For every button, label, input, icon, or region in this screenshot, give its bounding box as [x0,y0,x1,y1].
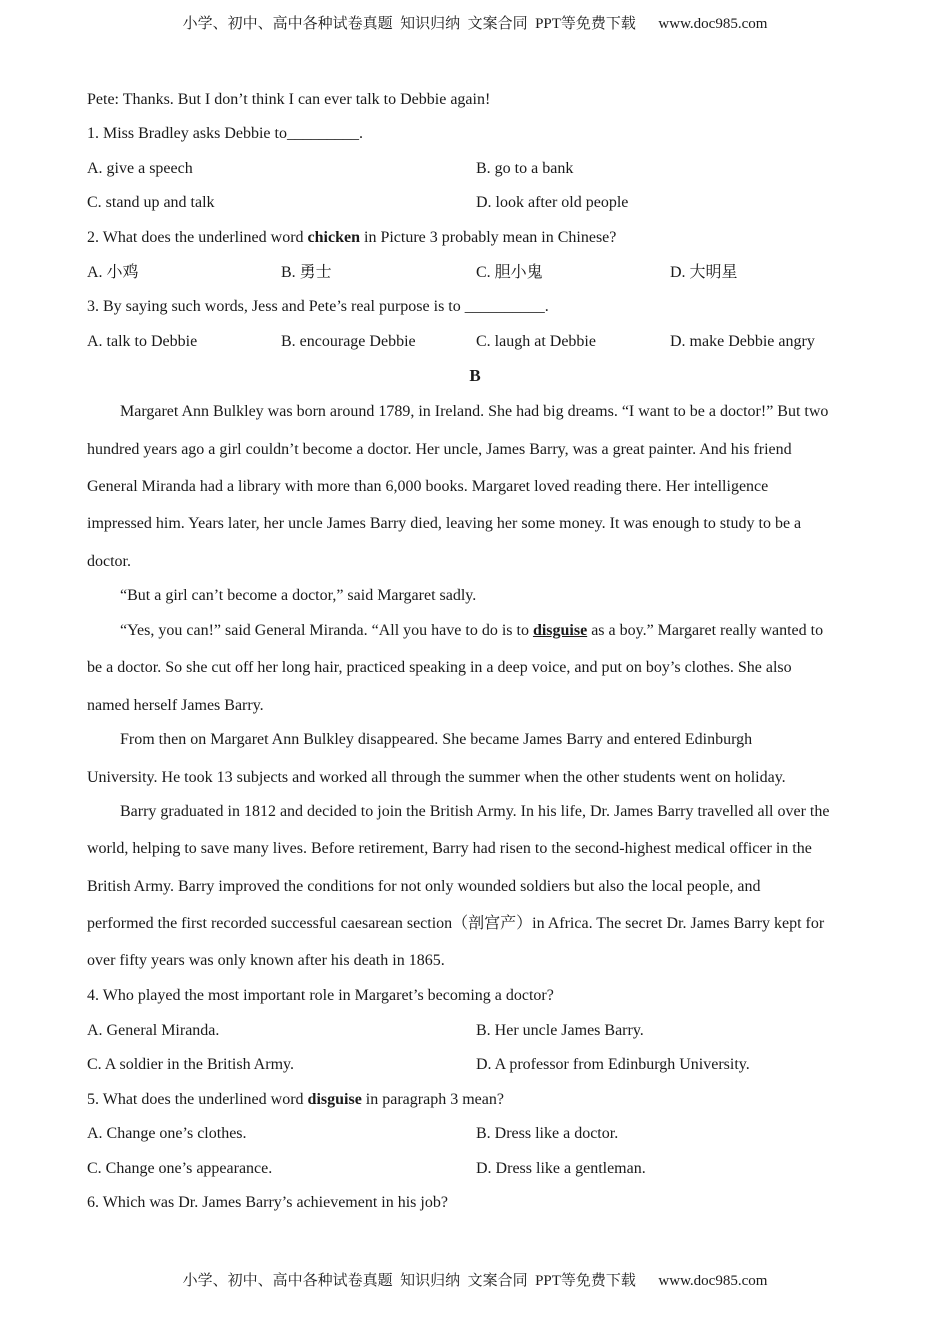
q5-option-c: C. Change one’s appearance. [87,1160,273,1177]
q3-option-a: A. talk to Debbie [87,333,198,350]
q4-option-c: C. A soldier in the British Army. [87,1056,294,1073]
passage-line: From then on Margaret Ann Bulkley disappeared. She became James Barry and entered Edinburgh [120,731,753,748]
q1-option-c: C. stand up and talk [87,194,215,211]
q4-option-d: D. A professor from Edinburgh University. [476,1056,750,1073]
q2-keyword: chicken [307,229,360,246]
passage-line: named herself James Barry. [87,697,264,714]
question-5: 5. What does the underlined word disguise in paragraph 3 mean? [87,1091,504,1108]
passage-line: General Miranda had a library with more than 6,000 books. Margaret loved reading there. Her intelligence [87,478,769,495]
question-4: 4. Who played the most important role in Margaret’s becoming a doctor? [87,987,554,1004]
passage-line: world, helping to save many lives. Before retirement, Barry had risen to the second-highest medical officer in the [87,840,812,857]
page-header: 小学、初中、高中各种试卷真题 知识归纳 文案合同 PPT等免费下载 www.doc985.com [182,16,768,32]
passage-line: Barry graduated in 1812 and decided to join the British Army. In his life, Dr. James Barry travelled all over the [120,803,830,820]
passage-line: hundred years ago a girl couldn’t become a doctor. Her uncle, James Barry, was a great painter. And his friend [87,441,792,458]
question-3: 3. By saying such words, Jess and Pete’s real purpose is to __________. [87,298,549,315]
q4-option-b: B. Her uncle James Barry. [476,1022,644,1039]
q3-option-c: C. laugh at Debbie [476,333,596,350]
passage-line: University. He took 13 subjects and worked all through the summer when the other students went on holiday. [87,769,786,786]
q5-option-d: D. Dress like a gentleman. [476,1160,646,1177]
section-heading: B [469,366,481,385]
passage-line: performed the first recorded successful caesarean section（剖宫产）in Africa. The secret Dr. James Barry kept for [87,915,825,932]
passage-line: doctor. [87,553,131,570]
question-2: 2. What does the underlined word chicken in Picture 3 probably mean in Chinese? [87,229,617,246]
q1-option-d: D. look after old people [476,194,629,211]
q2-option-b: B. 勇士 [281,264,332,281]
page-footer: 小学、初中、高中各种试卷真题 知识归纳 文案合同 PPT等免费下载 www.doc985.com [182,1273,768,1289]
q5-keyword: disguise [307,1091,362,1108]
passage-line: “Yes, you can!” said General Miranda. “All you have to do is to disguise as a boy.” Margaret really wanted to [120,622,824,639]
passage-line: “But a girl can’t become a doctor,” said Margaret sadly. [120,587,477,604]
passage-line: British Army. Barry improved the conditions for not only wounded soldiers but also the local people, and [87,878,761,895]
passage-line: over fifty years was only known after his death in 1865. [87,952,445,969]
q2-option-a: A. 小鸡 [87,264,139,281]
question-1: 1. Miss Bradley asks Debbie to_________. [87,125,363,142]
passage-line: Margaret Ann Bulkley was born around 1789, in Ireland. She had big dreams. “I want to be a doctor!” But two [120,403,829,420]
q3-option-b: B. encourage Debbie [281,333,416,350]
q4-option-a: A. General Miranda. [87,1022,220,1039]
passage-line: impressed him. Years later, her uncle James Barry died, leaving her some money. It was enough to study to be a [87,515,802,532]
q2-option-d: D. 大明星 [670,264,738,281]
q5-option-b: B. Dress like a doctor. [476,1125,619,1142]
q1-option-b: B. go to a bank [476,160,574,177]
q3-option-d: D. make Debbie angry [670,333,815,350]
question-6: 6. Which was Dr. James Barry’s achievement in his job? [87,1194,448,1211]
q1-option-a: A. give a speech [87,160,193,177]
q5-option-a: A. Change one’s clothes. [87,1125,247,1142]
q2-option-c: C. 胆小鬼 [476,264,543,281]
underlined-word: disguise [532,622,588,639]
dialogue-line: Pete: Thanks. But I don’t think I can ever talk to Debbie again! [87,91,491,108]
passage-line: be a doctor. So she cut off her long hair, practiced speaking in a deep voice, and put on boy’s clothes. She also [87,659,792,676]
